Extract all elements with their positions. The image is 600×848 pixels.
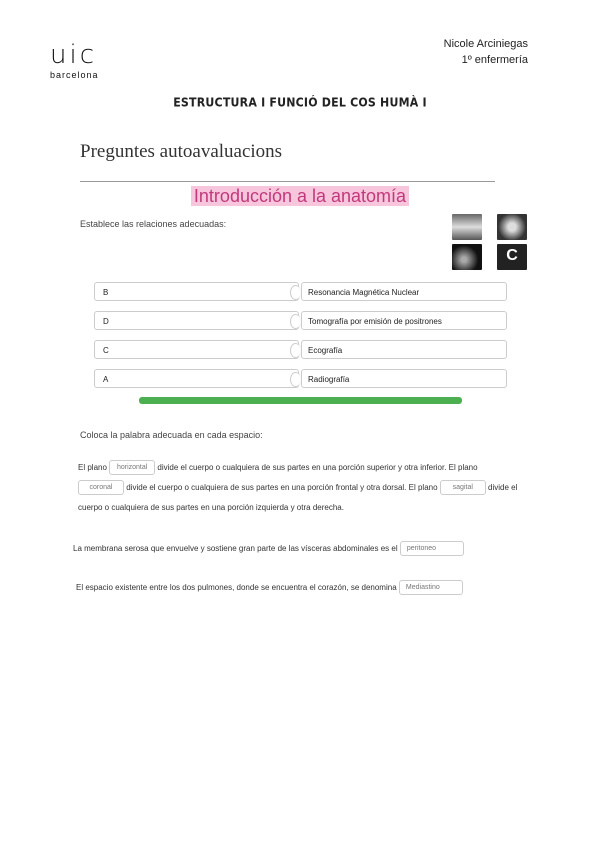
match-letter[interactable]: B <box>94 282 299 301</box>
match-label: Resonancia Magnética Nuclear <box>301 282 507 301</box>
blank-input[interactable]: coronal <box>78 480 124 495</box>
topic-highlight: Introducción a la anatomía <box>191 186 409 206</box>
logo-mark: uic <box>50 40 97 70</box>
connector-icon <box>290 372 301 387</box>
paragraph-text: divide el cuerpo o cualquiera de sus partes en una porción superior y otra inferior. El plano <box>157 463 478 472</box>
mri-image <box>497 214 527 240</box>
match-letter[interactable]: D <box>94 311 299 330</box>
instruction-fill-blanks: Coloca la palabra adecuada en cada espacio: <box>80 430 263 440</box>
match-label: Radiografía <box>301 369 507 388</box>
sentence-text: La membrana serosa que envuelve y sostiene gran parte de las vísceras abdominales es el <box>73 544 398 553</box>
match-row[interactable] <box>94 369 507 390</box>
x-ray-image <box>452 214 482 240</box>
match-row[interactable] <box>94 340 507 361</box>
blank-input[interactable]: Mediastino <box>399 580 463 595</box>
paragraph-text: divide el cuerpo o cualquiera de sus partes en una porción izquierda y otra derecha. <box>78 483 518 512</box>
author-block <box>444 36 528 68</box>
uic-logo <box>50 42 110 82</box>
connector-icon <box>290 285 301 300</box>
match-letter[interactable]: C <box>94 340 299 359</box>
match-row[interactable] <box>94 311 507 332</box>
document-title: ESTRUCTURA I FUNCIÓ DEL COS HUMÀ I <box>173 95 427 110</box>
blank-input[interactable]: horizontal <box>109 460 155 475</box>
connector-icon <box>290 343 301 358</box>
paragraph-text: El plano <box>78 463 107 472</box>
fill-sentence <box>76 578 463 598</box>
fill-sentence <box>73 539 464 559</box>
blank-input[interactable]: peritoneo <box>400 541 464 556</box>
fill-paragraph <box>78 458 518 518</box>
sentence-text: El espacio existente entre los dos pulmones, donde se encuentra el corazón, se denomina <box>76 583 397 592</box>
connector-icon <box>290 314 301 329</box>
paragraph-text: divide el cuerpo o cualquiera de sus partes en una porción frontal y otra dorsal. El plano <box>126 483 438 492</box>
blank-input[interactable]: sagital <box>440 480 486 495</box>
match-label: Ecografía <box>301 340 507 359</box>
pet-image <box>497 244 527 270</box>
logo-subtitle: barcelona <box>50 70 99 80</box>
match-letter[interactable]: A <box>94 369 299 388</box>
check-button[interactable] <box>139 397 462 404</box>
instruction-matching: Establece las relaciones adecuadas: <box>80 219 227 229</box>
topic-title <box>0 186 600 207</box>
section-heading: Preguntes autoavaluacions <box>80 141 283 162</box>
divider <box>80 181 495 182</box>
match-label: Tomografía por emisión de positrones <box>301 311 507 330</box>
author-course: 1º enfermería <box>461 54 528 66</box>
author-name: Nicole Arciniegas <box>443 38 528 50</box>
match-row[interactable] <box>94 282 507 303</box>
pet-image-letter: C <box>506 247 518 264</box>
ultrasound-image <box>452 244 482 270</box>
